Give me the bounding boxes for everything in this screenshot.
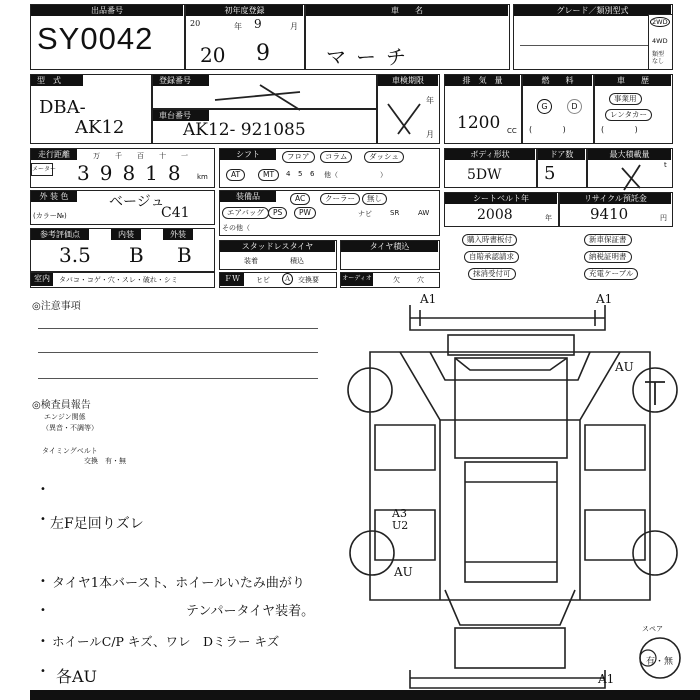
interior-condition-text: タバコ・コゲ・穴・スレ・破れ・シミ [59,276,178,284]
first-reg-month-unit: 月 [290,22,298,31]
doc-purchase-board[interactable]: 購入時書板付 [462,234,517,246]
exterior-value: B [177,243,192,267]
seatbelt-unit: 年 [545,214,552,222]
body-type-label: ボディ形状 [445,149,535,160]
shift-label: シフト [220,149,276,160]
damage-mark-front-right: A1 [596,292,613,306]
note-item-1: 左F足回りズレ [50,516,144,532]
car-name-label: 車 名 [306,5,508,16]
note-item-2: タイヤ1本バースト、ホイールいたみ曲がり [52,576,305,591]
equip-airbag[interactable]: エアバッグ [222,207,269,219]
recycle-unit: 円 [660,214,667,222]
engine-label: エンジン関係 [44,413,86,421]
mileage-scale-man: 万 [93,152,100,160]
trans-4[interactable]: 4 [286,170,291,178]
drive-4wd[interactable]: 4WD [652,37,668,45]
seatbelt-label: シートベルト年 [445,193,557,204]
meter-label: メーター [31,163,53,176]
note-bullet: • [40,514,46,525]
capacity-unit: t [664,161,667,169]
chassis-label: 車台番号 [153,110,209,121]
interior-label: 内装 [111,229,141,240]
shift-column[interactable]: コラム [320,151,352,163]
studless-load[interactable]: 積込 [290,257,304,265]
color-label: 外 装 色 [31,191,77,202]
audio-missing[interactable]: 欠 [393,276,400,284]
timing-belt-label: タイミングベルト [42,447,98,455]
inspection-month-unit: 月 [426,130,434,139]
fuel-gasoline[interactable]: G [537,99,552,114]
spare-value: 有・無 [646,657,674,667]
damage-mark-front-left: A1 [420,292,437,306]
inspector-label: ◎検査員報告 [32,400,91,411]
equip-other-label: その他（ [222,224,250,232]
doc-new-car-warranty[interactable]: 新車保証書 [584,234,632,246]
displacement-unit: CC [507,127,517,135]
lot-number-label: 出品番号 [31,5,183,16]
tire-load-label: タイヤ積込 [341,241,438,252]
equip-aw[interactable]: AW [418,209,430,217]
first-reg-month-printed: 9 [254,17,262,31]
fuel-paren: ( ) [529,125,566,134]
first-registration-label: 初年度登録 [186,5,303,16]
equip-pw[interactable]: PW [294,207,316,219]
fw-replace[interactable]: 交換要 [298,276,319,284]
trans-other-close: ） [380,171,387,179]
note-item-5: 各AU [56,667,98,686]
model-value-2: AK12 [75,117,125,138]
doors-value: 5 [544,163,556,184]
studless-mount[interactable]: 装着 [244,257,258,265]
damage-mark-rear-right: A1 [598,672,615,686]
note-bullet: • [40,666,46,677]
engine-sub: （異音・不調等） [42,424,98,432]
lot-number-value: SY0042 [37,21,154,56]
score-label: 参考評価点 [31,229,89,240]
note-bullet: • [40,636,46,647]
trans-other[interactable]: 他（ [324,171,338,179]
recycle-value: 9410 [590,205,629,223]
displacement-value: 1200 [457,113,501,133]
fw-a[interactable]: Ａ [284,275,291,283]
model-label: 型 式 [31,75,83,86]
equip-ps[interactable]: PS [268,207,287,219]
interior-condition-label: 室内 [31,273,53,286]
note-bullet: • [40,576,46,587]
bottom-strip [30,690,700,700]
mileage-scale-juu: 十 [159,152,166,160]
car-name-value: マーチ [326,45,416,69]
mileage-unit: km [197,173,208,181]
equip-sr[interactable]: SR [390,209,400,217]
first-reg-era-printed: 20 [190,19,201,28]
shift-floor[interactable]: フロア [282,151,315,163]
drive-none[interactable]: 類型 なし [652,51,665,65]
interior-value: B [129,243,144,267]
model-value-1: DBA- [39,97,86,118]
audio-label: オーディオ [341,273,373,286]
mileage-scale-hyaku: 百 [137,152,144,160]
first-reg-year-unit: 年 [234,22,242,31]
note-bullet: • [40,484,46,495]
trans-6[interactable]: 6 [310,170,315,178]
mileage-scale-ichi: 一 [181,152,188,160]
damage-mark-left-door: A3 U2 [392,507,409,532]
trans-5[interactable]: 5 [298,170,303,178]
inspection-year-unit: 年 [426,96,434,105]
color-code: C41 [161,205,190,221]
mileage-label: 走行距離 [31,149,77,160]
equip-navi[interactable]: ナビ [358,210,372,218]
history-label: 車 歴 [595,75,671,86]
drive-2wd[interactable]: 2WD [652,18,668,26]
doc-charge-cable[interactable]: 充電ケーブル [584,268,638,280]
note-item-3: テンパータイヤ装着。 [186,604,315,619]
history-business[interactable]: 事業用 [609,93,642,105]
score-value: 3.5 [59,243,91,267]
doc-deregistration[interactable]: 抹消受付可 [468,268,516,280]
fuel-diesel[interactable]: D [567,99,582,114]
audio-hole[interactable]: 穴 [417,276,424,284]
mileage-scale-sen: 千 [115,152,122,160]
history-paren: ( ) [601,125,638,134]
caution-label: ◎注意事項 [32,301,81,312]
registration-label: 登録番号 [153,75,209,86]
note-bullet: • [40,605,46,616]
first-reg-month-written: 9 [256,41,270,66]
equip-ac[interactable]: AC [290,193,310,205]
grade-label: グレード／類別型式 [514,5,671,16]
timing-belt-options: 交換 有・無 [84,457,126,465]
body-type-value: 5DW [467,167,502,183]
seatbelt-value: 2008 [477,207,513,223]
damage-mark-right-front: AU [615,360,634,374]
recycle-label: リサイクル預託金 [560,193,671,204]
exterior-label: 外装 [163,229,193,240]
doc-jibai[interactable]: 自賠承認請求 [464,251,519,263]
trans-mt[interactable]: MT [258,169,279,181]
color-value: ベージュ [109,194,165,210]
mileage-value: 39818 [77,161,191,185]
first-reg-era-written: 20 [200,43,226,67]
trans-at[interactable]: AT [226,169,245,181]
shift-dash[interactable]: ダッシュ [364,151,404,163]
fw-crack[interactable]: ヒビ [256,276,270,284]
inspection-label: 車検期限 [378,75,438,86]
note-item-4: ホイールC/P キズ、ワレ Dミラー キズ [52,634,280,649]
damage-mark-left-rear: AU [394,565,413,579]
equip-cooler[interactable]: クーラー [320,193,360,205]
fuel-label: 燃 料 [523,75,592,86]
chassis-value: AK12- 921085 [183,120,306,140]
studless-label: スタッドレスタイヤ [220,241,335,252]
history-rental[interactable]: レンタカー [605,109,652,121]
equipment-label: 装備品 [220,191,276,202]
spare-label: スペア [642,625,663,633]
capacity-label: 最大積載量 [588,149,671,160]
fw-label: ＦＷ [220,273,244,286]
doc-tax-cert[interactable]: 納税証明書 [584,251,632,263]
doors-label: ドア数 [538,149,585,160]
displacement-label: 排 気 量 [445,75,520,86]
color-note: (カラー№) [33,212,67,220]
equip-none[interactable]: 無し [362,193,387,205]
